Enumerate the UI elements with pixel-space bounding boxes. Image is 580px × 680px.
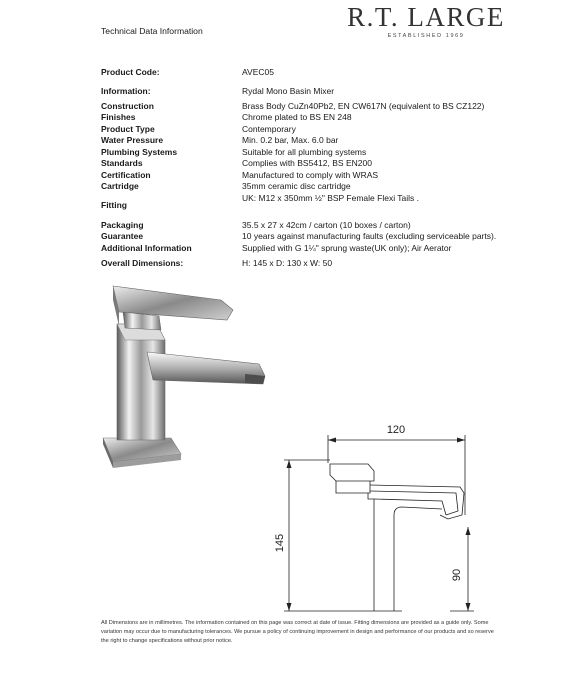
spec-value-fitting: UK: M12 x 350mm ½" BSP Female Flexi Tails . — [242, 193, 420, 203]
spec-label-cartridge: Cartridge — [101, 181, 139, 191]
document-title: Technical Data Information — [101, 26, 203, 36]
spec-value-product-code: AVEC05 — [242, 67, 274, 77]
spec-value-additional-information: Supplied with G 1¼" sprung waste(UK only); Air Aerator — [242, 243, 452, 253]
spec-label-product-code: Product Code: — [101, 67, 160, 77]
spec-value-plumbing-systems: Suitable for all plumbing systems — [242, 147, 367, 157]
height-dimension-label: 145 — [274, 533, 286, 553]
spec-label-finishes: Finishes — [101, 112, 136, 122]
spec-value-standards: Complies with BS5412, BS EN200 — [242, 158, 372, 168]
brand-logo — [343, 2, 509, 39]
spec-value-overall-dimensions: H: 145 x D: 130 x W: 50 — [242, 258, 333, 268]
spec-label-certification: Certification — [101, 170, 151, 180]
spec-value-construction: Brass Body CuZn40Pb2, EN CW617N (equivalent to BS CZ122) — [242, 101, 485, 111]
spec-label-standards: Standards — [101, 158, 143, 168]
spec-label-packaging: Packaging — [101, 220, 144, 230]
spec-label-additional-information: Additional Information — [101, 243, 192, 253]
technical-drawing — [270, 415, 480, 615]
spec-value-guarantee: 10 years against manufacturing faults (excluding serviceable parts). — [242, 231, 497, 241]
brand-name: R.T. LARGE — [347, 2, 505, 32]
spec-value-water-pressure: Min. 0.2 bar, Max. 6.0 bar — [242, 135, 339, 145]
spec-label-plumbing-systems: Plumbing Systems — [101, 147, 178, 157]
spec-value-certification: Manufactured to comply with WRAS — [242, 170, 379, 180]
spec-value-cartridge: 35mm ceramic disc cartridge — [242, 181, 351, 191]
disclaimer-text: All Dimensions are in millimetres. The information contained on this page was correct at date of issue. Fitting dimensions are provided as a guide only. Some variation may occur due to manufacturing tolerances. We pursue a policy of continuing improvement in design and performance of our products and so reserve the right to change specifications without prior notice. — [101, 620, 494, 645]
spec-label-information: Information: — [101, 86, 151, 96]
spec-label-guarantee: Guarantee — [101, 231, 144, 241]
spec-label-product-type: Product Type — [101, 124, 155, 134]
spec-value-information: Rydal Mono Basin Mixer — [242, 86, 335, 96]
spec-value-product-type: Contemporary — [242, 124, 296, 134]
spec-label-overall-dimensions: Overall Dimensions: — [101, 258, 184, 268]
product-photo — [95, 280, 275, 470]
brand-established: ESTABLISHED 1969 — [387, 33, 465, 39]
spec-label-water-pressure: Water Pressure — [101, 135, 164, 145]
width-dimension-label: 120 — [386, 424, 406, 436]
spec-value-packaging: 35.5 x 27 x 42cm / carton (10 boxes / carton) — [242, 220, 411, 230]
spec-label-fitting: Fitting — [101, 200, 127, 210]
spout-dimension-label: 90 — [451, 568, 463, 582]
spec-label-construction: Construction — [101, 101, 154, 111]
spec-value-finishes: Chrome plated to BS EN 248 — [242, 112, 352, 122]
